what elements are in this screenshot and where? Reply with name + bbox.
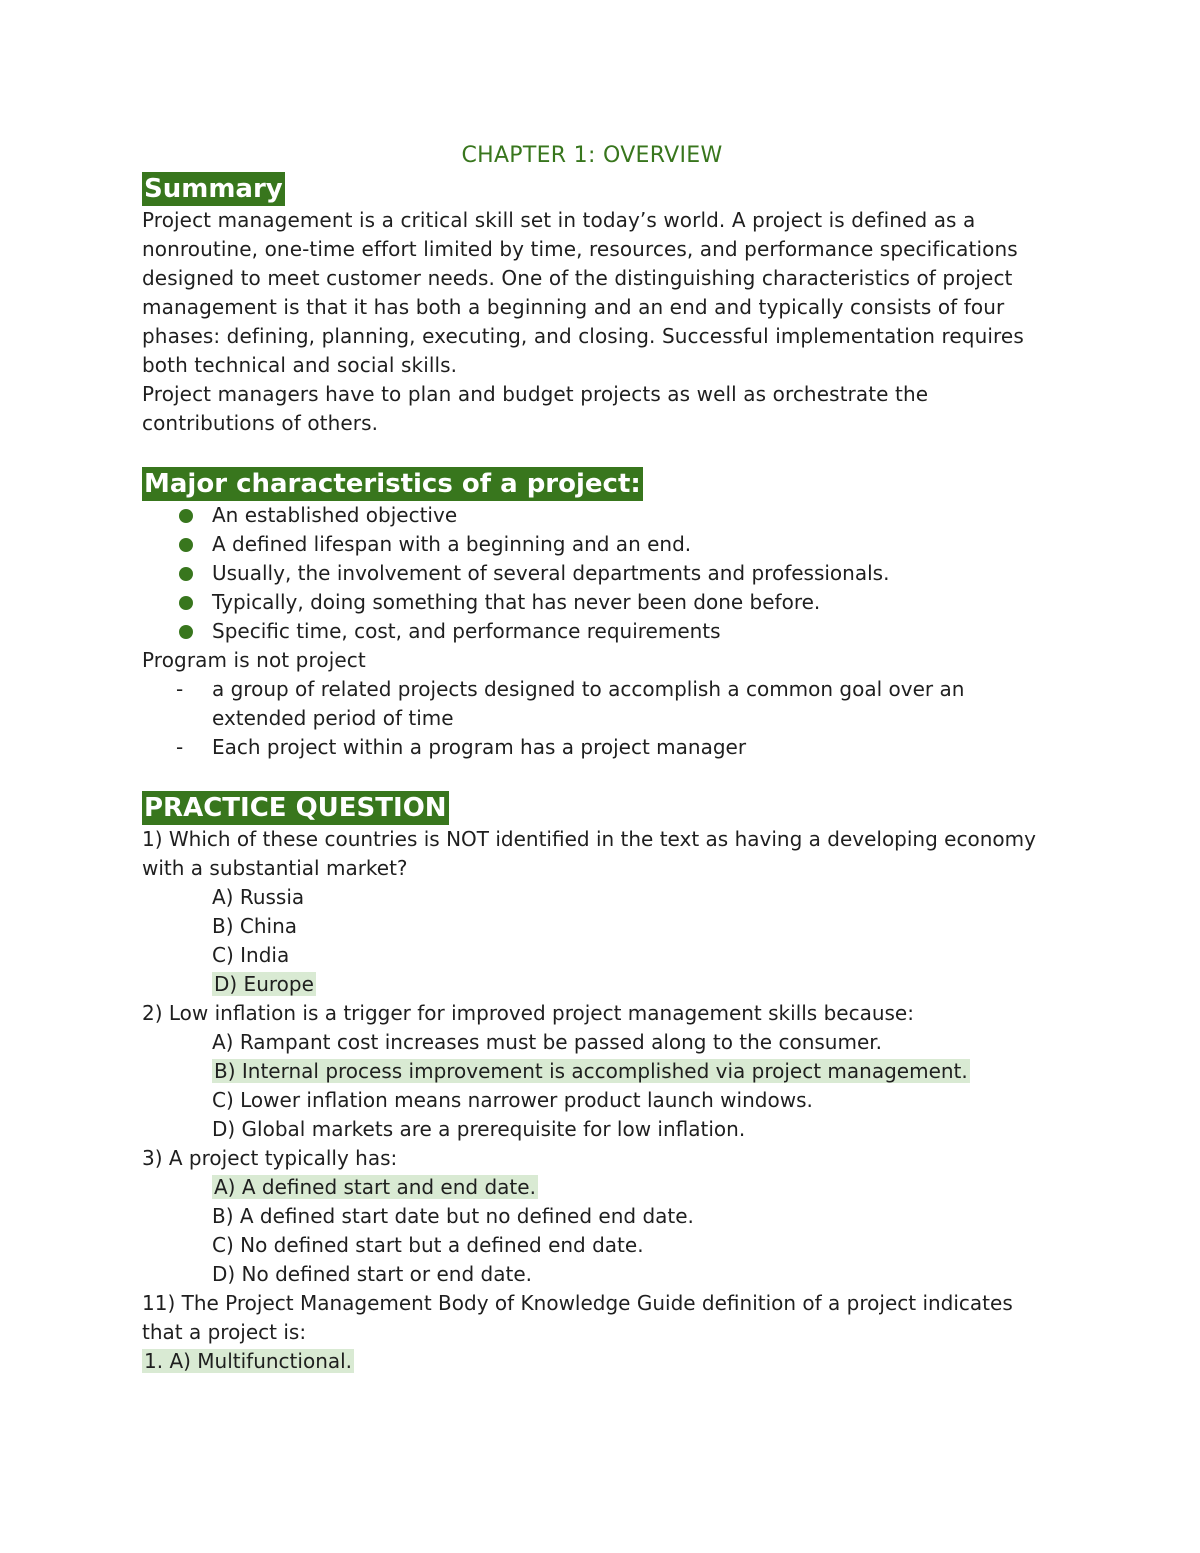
option-correct: B) Internal process improvement is accomplished via project management. — [214, 1059, 968, 1083]
list-item: An established objective — [142, 501, 1042, 530]
dash-icon: - — [176, 735, 184, 759]
option: B) A defined start date but no defined end date. — [212, 1204, 694, 1228]
option: B) China — [212, 914, 298, 938]
summary-paragraph-1: Project management is a critical skill set in today’s world. A project is defined as a nonroutine, one-time effort limited by time, resources, and performance specifications designed to meet customer needs. One of the distinguishing characteristics of project management is that it has both a beginning and an end and typically consists of four phases: defining, planning, executing, and closing. Successful implementation requires both technical and social skills. — [142, 208, 1024, 377]
option: D) No defined start or end date. — [212, 1262, 532, 1286]
characteristics-heading — [142, 467, 1042, 501]
question-2: 2) Low inflation is a trigger for improved project management skills because: — [142, 1001, 914, 1025]
list-item: A defined lifespan with a beginning and an end. — [142, 530, 1042, 559]
question-11-continued: that a project is: — [142, 1320, 307, 1344]
option: D) Global markets are a prerequisite for low inflation. — [212, 1117, 746, 1141]
list-item: Typically, doing something that has never been done before. — [142, 588, 1042, 617]
option: A) Rampant cost increases must be passed along to the consumer. — [212, 1030, 882, 1054]
practice-heading — [142, 791, 1042, 825]
summary-heading-text: Summary — [144, 174, 283, 204]
dash-icon: - — [176, 677, 184, 701]
list-item: Usually, the involvement of several departments and professionals. — [142, 559, 1042, 588]
question-1: 1) Which of these countries is NOT identified in the text as having a developing economy with a substantial market? — [142, 827, 1036, 880]
option-correct: A) A defined start and end date. — [214, 1175, 536, 1199]
list-item: - a group of related projects designed to accomplish a common goal over an extended period of time — [176, 677, 965, 730]
option: C) No defined start but a defined end date. — [212, 1233, 644, 1257]
program-line: Program is not project — [142, 648, 366, 672]
list-item: - Each project within a program has a project manager — [142, 733, 1042, 762]
bullet-icon — [179, 567, 193, 581]
characteristics-list — [142, 501, 1042, 646]
option: C) Lower inflation means narrower product launch windows. — [212, 1088, 813, 1112]
question-11: 11) The Project Management Body of Knowledge Guide definition of a project indicates — [142, 1291, 1013, 1315]
bullet-icon — [179, 596, 193, 610]
summary-heading — [142, 172, 1042, 206]
characteristics-heading-text: Major characteristics of a project: — [144, 469, 641, 499]
program-list — [142, 675, 1042, 762]
practice-heading-text: PRACTICE QUESTION — [144, 793, 447, 823]
summary-paragraph-2: Project managers have to plan and budget projects as well as orchestrate the contributions of others. — [142, 382, 929, 435]
bullet-icon — [179, 538, 193, 552]
chapter-title: CHAPTER 1: OVERVIEW — [461, 143, 723, 168]
document-page — [142, 140, 1042, 1376]
question-3: 3) A project typically has: — [142, 1146, 398, 1170]
bullet-icon — [179, 509, 193, 523]
option-correct: D) Europe — [214, 972, 314, 996]
option: A) Russia — [212, 885, 305, 909]
bullet-icon — [179, 625, 193, 639]
list-item: Specific time, cost, and performance requirements — [142, 617, 1042, 646]
option: C) India — [212, 943, 290, 967]
question-11-answer: 1. A) Multifunctional. — [144, 1349, 353, 1373]
